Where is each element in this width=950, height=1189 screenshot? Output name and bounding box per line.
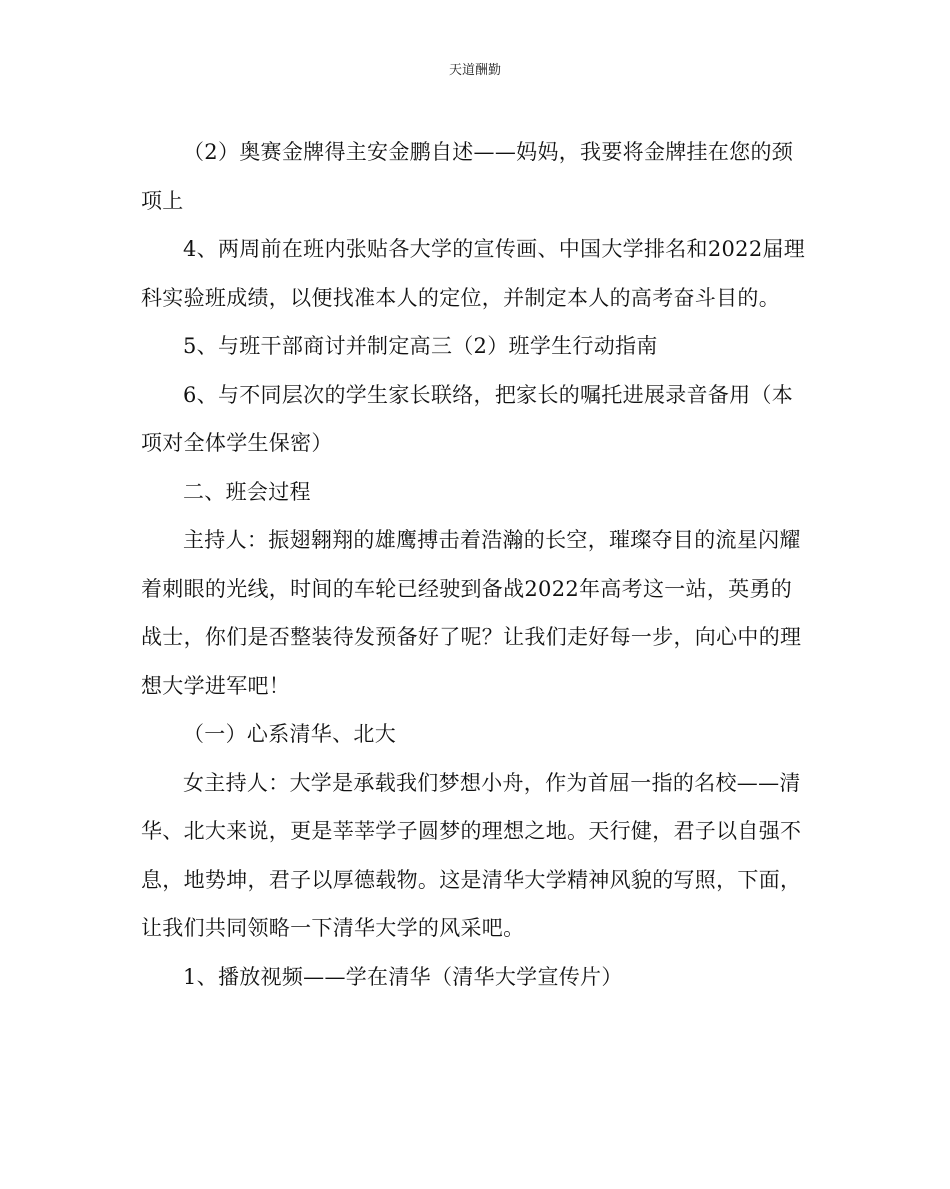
page-header: 天道酬勤 [448, 63, 501, 78]
paragraph-item-6: 6、与不同层次的学生家长联络，把家长的嘱托进展录音备用（本项对全体学生保密） [141, 382, 794, 455]
paragraph-host-speech: 主持人：振翅翱翔的雄鹰搏击着浩瀚的长空，璀璨夺目的流星闪耀着刺眼的光线，时间的车轮已经驶到备战2022年高考这一站，英勇的战士，你们是否整装待发预备好了呢？让我们走好每一步，向心中的理想大学进军吧！ [141, 528, 802, 698]
paragraph-item-4: 4、两周前在班内张贴各大学的宣传画、中国大学排名和2022届理科实验班成绩，以便找准本人的定位，并制定本人的高考奋斗目的。 [141, 237, 806, 310]
document-body [141, 128, 811, 1001]
subsection-heading-tsinghua-peking: （一）心系清华、北大 [183, 722, 396, 746]
paragraph-item-5: 5、与班干部商讨并制定高三（2）班学生行动指南 [183, 334, 658, 358]
section-heading-process: 二、班会过程 [183, 479, 311, 504]
paragraph-gold-medal-story: （2）奥赛金牌得主安金鹏自述——妈妈，我要将金牌挂在您的颈项上 [141, 140, 794, 213]
paragraph-video-item-1: 1、播放视频——学在清华（清华大学宣传片） [183, 964, 623, 989]
paragraph-female-host-speech: 女主持人：大学是承载我们梦想小舟，作为首屈一指的名校——清华、北大来说，更是莘莘学子圆梦的理想之地。天行健，君子以自强不息，地势坤，君子以厚德载物。这是清华大学精神风貌的写照，下面，让我们共同领略一下清华大学的风采吧。 [141, 770, 802, 940]
